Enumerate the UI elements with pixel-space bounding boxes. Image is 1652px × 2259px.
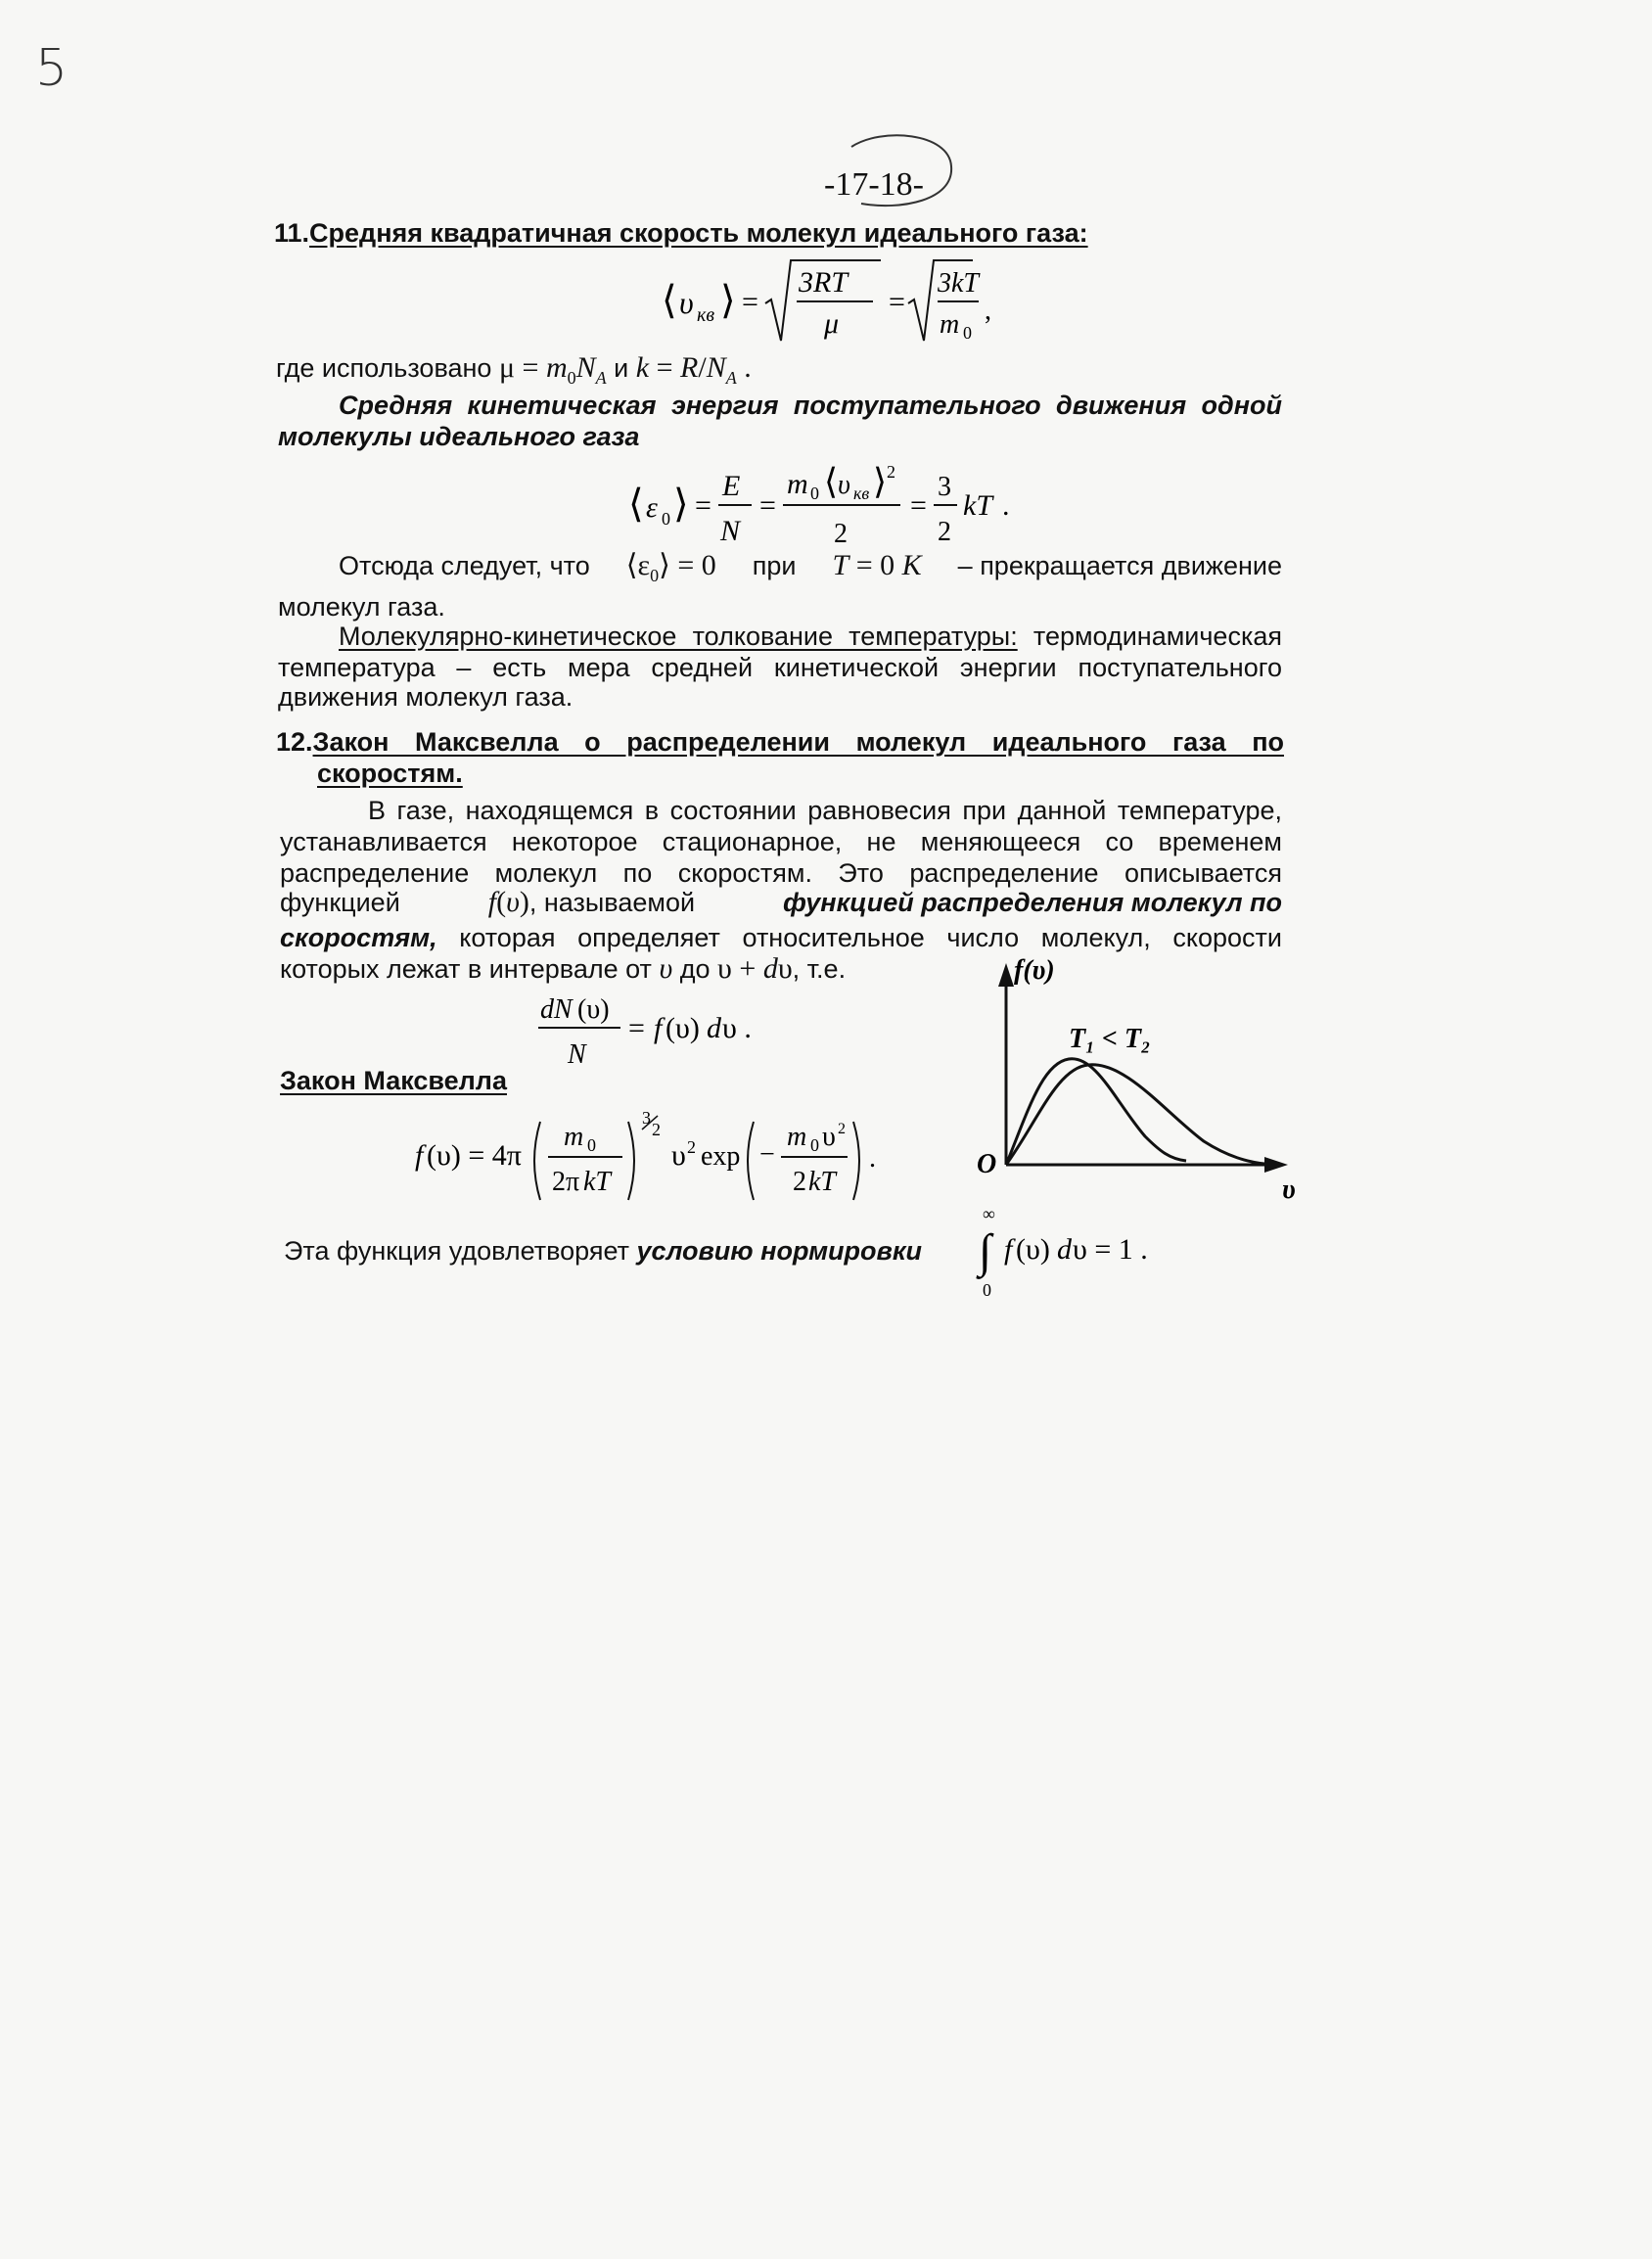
section-number: 11. <box>274 218 310 248</box>
svg-text:⟩: ⟩ <box>720 278 736 322</box>
svg-text:0: 0 <box>963 323 972 343</box>
hence-word: Отсюда следует, что <box>339 551 590 580</box>
x-axis-arrow-icon <box>1264 1157 1288 1173</box>
formula-mean-energy <box>624 456 1016 554</box>
hence-when: при <box>752 551 797 580</box>
para-line5-rest: которая определяет относительное число молекул, скорости <box>459 923 1282 952</box>
svg-text:=: = <box>889 286 905 318</box>
normalization-line <box>284 1235 922 1267</box>
section-11-heading <box>274 217 1088 249</box>
svg-text:.: . <box>1002 489 1010 522</box>
svg-text:0: 0 <box>810 484 819 503</box>
svg-text:kT: kT <box>963 489 992 522</box>
svg-text:m: m <box>787 468 808 500</box>
maxwell-law-label: Закон Максвелла <box>280 1066 507 1095</box>
energy-heading-line2: молекулы идеального газа <box>278 422 640 451</box>
mkt-line3: движения молекул газа. <box>278 682 574 712</box>
svg-text:2: 2 <box>834 519 848 549</box>
hence-line2: молекул газа. <box>278 592 445 622</box>
svg-text:∞: ∞ <box>983 1204 995 1223</box>
section-title-line2: скоростям. <box>317 759 463 788</box>
energy-heading-line1: Средняя кинетическая энергия поступательного движения одной <box>339 391 1282 420</box>
svg-text:(υ): (υ) <box>577 994 610 1025</box>
formula-maxwell-distribution <box>411 1102 900 1210</box>
svg-text:exp: exp <box>701 1141 741 1172</box>
svg-text:ε: ε <box>646 491 658 524</box>
formula-dn-over-n <box>538 985 773 1073</box>
section-title-line1: Закон Максвелла о распределении молекул идеального газа по <box>312 727 1284 757</box>
interval-ie: , т.е. <box>792 954 847 984</box>
svg-text:kT: kT <box>808 1167 836 1197</box>
speeds-term: скоростям, <box>280 923 437 952</box>
x-axis-label: υ <box>1282 1175 1296 1205</box>
svg-text:(υ) = 4π: (υ) = 4π <box>427 1139 522 1172</box>
formula-normalization <box>975 1202 1170 1300</box>
svg-text:N: N <box>568 1039 586 1070</box>
formula-rms-speed <box>656 253 991 350</box>
called-word: , называемой <box>528 888 696 917</box>
svg-text:0: 0 <box>810 1135 819 1155</box>
svg-text:3: 3 <box>938 472 951 502</box>
page-number: -17-18- <box>824 166 924 203</box>
svg-text:кв: кв <box>853 484 870 503</box>
svg-text:d: d <box>1057 1233 1072 1266</box>
svg-text:kT: kT <box>583 1167 611 1197</box>
interval-from: которых лежат в интервале от <box>280 954 652 984</box>
svg-text:E: E <box>722 470 741 502</box>
svg-text:⟩: ⟩ <box>873 462 888 501</box>
svg-text:=: = <box>695 489 711 522</box>
svg-text:⟩: ⟩ <box>673 482 689 526</box>
svg-text:N: N <box>720 515 741 547</box>
svg-text:⟨: ⟨ <box>662 278 677 322</box>
mkt-line2: температура – есть мера средней кинетической энергии поступательного <box>278 653 1282 682</box>
svg-text:d: d <box>707 1012 721 1044</box>
maxwell-graph <box>959 955 1311 1210</box>
where-used-line: где использовано $\mu = m_0N_A$ и $k = R/N_A$ . <box>276 351 752 388</box>
distribution-function-term: функцией распределения молекул по <box>783 888 1282 917</box>
svg-text:m: m <box>787 1122 807 1152</box>
svg-text:υ = 1 .: υ = 1 . <box>1073 1233 1148 1266</box>
svg-text:μ: μ <box>824 307 840 340</box>
svg-text:υ: υ <box>679 285 694 320</box>
para-line1: В газе, находящемся в состоянии равновесия при данной температуре, <box>368 796 1282 825</box>
mkt-label: Молекулярно-кинетическое толкование температуры: <box>339 622 1018 651</box>
para-line3: распределение молекул по скоростям. Это распределение описывается <box>280 858 1282 888</box>
svg-text:=: = <box>910 489 927 522</box>
svg-text:m: m <box>940 309 960 340</box>
svg-text:=: = <box>742 286 758 318</box>
where-and: и <box>614 353 629 383</box>
svg-text:υ: υ <box>671 1139 686 1172</box>
para-line5 <box>280 922 1282 953</box>
hence-end: – прекращается движение <box>957 551 1282 580</box>
svg-text:2π: 2π <box>552 1167 580 1197</box>
svg-text:(υ): (υ) <box>1016 1233 1050 1266</box>
svg-text:f: f <box>415 1139 424 1172</box>
svg-text:.: . <box>869 1143 876 1174</box>
curve-label: T₁ < T₂ <box>1069 1024 1151 1054</box>
y-axis-arrow-icon <box>998 963 1014 987</box>
mkt-text: термодинамическая <box>1032 622 1282 651</box>
svg-text:−: − <box>759 1139 775 1170</box>
svg-text:(υ): (υ) <box>665 1012 700 1044</box>
hence-line: Отсюда следует, что $⟨\varepsilon_0⟩ = 0$ при T = 0 K – прекращается движение <box>339 549 1282 585</box>
svg-text:2: 2 <box>652 1120 661 1139</box>
section-12-heading <box>276 726 1284 789</box>
svg-text:3kT: 3kT <box>938 268 979 299</box>
func-word: функцией <box>280 888 400 917</box>
svg-text:0: 0 <box>662 509 670 529</box>
svg-text:0: 0 <box>983 1280 991 1300</box>
svg-text:υ .: υ . <box>722 1012 752 1044</box>
svg-text:f: f <box>654 1012 663 1044</box>
norm-text: Эта функция удовлетворяет <box>284 1236 630 1266</box>
svg-text:=: = <box>759 489 776 522</box>
svg-text:=: = <box>628 1012 645 1044</box>
svg-text:dN: dN <box>540 994 573 1025</box>
svg-text:⟨: ⟨ <box>824 462 839 501</box>
svg-text:m: m <box>564 1122 584 1152</box>
curve-t1 <box>1006 1059 1186 1165</box>
svg-text:2: 2 <box>687 1137 696 1157</box>
svg-text:2: 2 <box>838 1121 846 1137</box>
origin-label: O <box>977 1149 997 1179</box>
svg-text:2: 2 <box>887 462 895 482</box>
svg-text:f: f <box>1004 1233 1013 1266</box>
svg-text:υ: υ <box>822 1122 836 1152</box>
svg-text:⟨: ⟨ <box>628 482 644 526</box>
svg-text:,: , <box>985 296 991 326</box>
svg-text:0: 0 <box>587 1135 596 1155</box>
margin-page-mark: 5 <box>35 39 69 98</box>
normalization-term: условию нормировки <box>636 1236 923 1266</box>
svg-text:3RT: 3RT <box>799 266 849 299</box>
section-title: Средняя квадратичная скорость молекул идеального газа: <box>309 218 1088 248</box>
where-prefix: где использовано <box>276 353 492 383</box>
y-axis-label: f(υ) <box>1014 955 1055 986</box>
para-line6: которых лежат в интервале от υ до υ + dυ, т.е. <box>280 952 847 985</box>
svg-text:3: 3 <box>642 1108 651 1128</box>
para-line2: устанавливается некоторое стационарное, не меняющееся со временем <box>280 827 1282 856</box>
svg-text:2: 2 <box>793 1167 806 1197</box>
svg-text:кв: кв <box>697 304 715 326</box>
interval-to: до <box>679 954 711 984</box>
svg-text:∫: ∫ <box>979 1225 992 1277</box>
svg-text:2: 2 <box>938 517 951 547</box>
para-line4: функцией f(υ), называемой функцией распределения молекул по <box>280 886 1282 918</box>
mkt-line1 <box>339 621 1282 652</box>
svg-text:υ: υ <box>838 470 850 500</box>
section-number: 12. <box>276 727 313 757</box>
